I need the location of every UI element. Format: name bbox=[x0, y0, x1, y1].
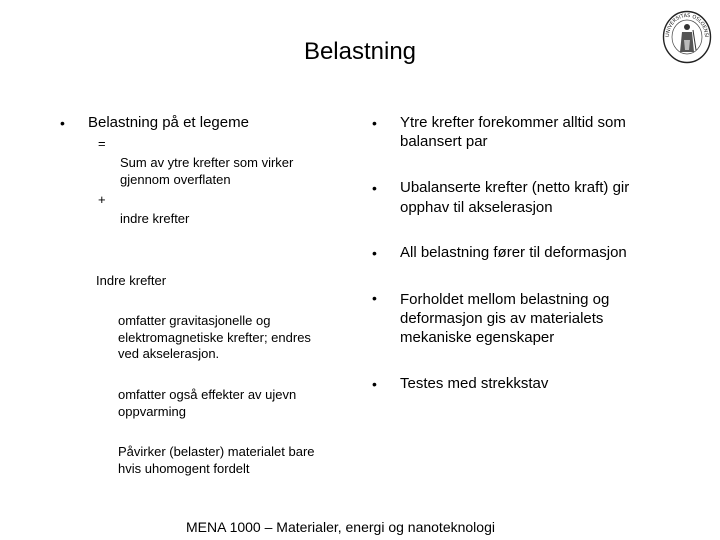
right-item-2-line-1: Ubalanserte krefter (netto kraft) gir bbox=[400, 179, 630, 196]
sum-line-2: gjennom overflaten bbox=[120, 172, 231, 187]
right-item-4-line-3: mekaniske egenskaper bbox=[400, 329, 555, 346]
note3-line-2: hvis uhomogent fordelt bbox=[118, 461, 250, 476]
sum-line-1: Sum av ytre krefter som virker bbox=[120, 155, 294, 170]
slide-title: Belastning bbox=[303, 38, 417, 65]
right-item-5-line-1: Testes med strekkstav bbox=[400, 375, 549, 392]
note2-line-1: omfatter også effekter av ujevn bbox=[118, 387, 297, 402]
university-seal-icon bbox=[662, 10, 712, 64]
note1-line-1: omfatter gravitasjonelle og bbox=[118, 313, 271, 328]
right-item-3-line-1: All belastning fører til deformasjon bbox=[400, 244, 627, 261]
inner-forces-text: indre krefter bbox=[120, 211, 190, 226]
right-bullet-3: • bbox=[372, 245, 377, 261]
right-item-4-line-2: deformasjon gis av materialets bbox=[400, 310, 604, 327]
left-bullet: • bbox=[60, 115, 65, 131]
note1-line-3: ved akselerasjon. bbox=[118, 346, 220, 361]
note2-line-2: oppvarming bbox=[118, 404, 186, 419]
left-heading: Belastning på et legeme bbox=[88, 114, 249, 131]
right-item-1-line-1: Ytre krefter forekommer alltid som bbox=[400, 114, 626, 131]
slide-footer: MENA 1000 – Materialer, energi og nanoteknologi bbox=[186, 519, 495, 535]
right-item-1-line-2: balansert par bbox=[400, 133, 488, 150]
note1-line-2: elektromagnetiske krefter; endres bbox=[118, 330, 311, 345]
right-bullet-4: • bbox=[372, 290, 377, 306]
seal-text: UNIVERSITAS OSLOENSI bbox=[664, 12, 710, 38]
right-bullet-5: • bbox=[372, 376, 377, 392]
right-item-4-line-1: Forholdet mellom belastning og bbox=[400, 291, 610, 308]
right-bullet-1: • bbox=[372, 115, 377, 131]
inner-forces-heading: Indre krefter bbox=[96, 273, 167, 288]
note3-line-1: Påvirker (belaster) materialet bare bbox=[118, 444, 315, 459]
equals-sign: = bbox=[98, 136, 106, 151]
right-bullet-2: • bbox=[372, 180, 377, 196]
right-item-2-line-2: opphav til akselerasjon bbox=[400, 199, 553, 216]
plus-sign: + bbox=[98, 192, 106, 207]
